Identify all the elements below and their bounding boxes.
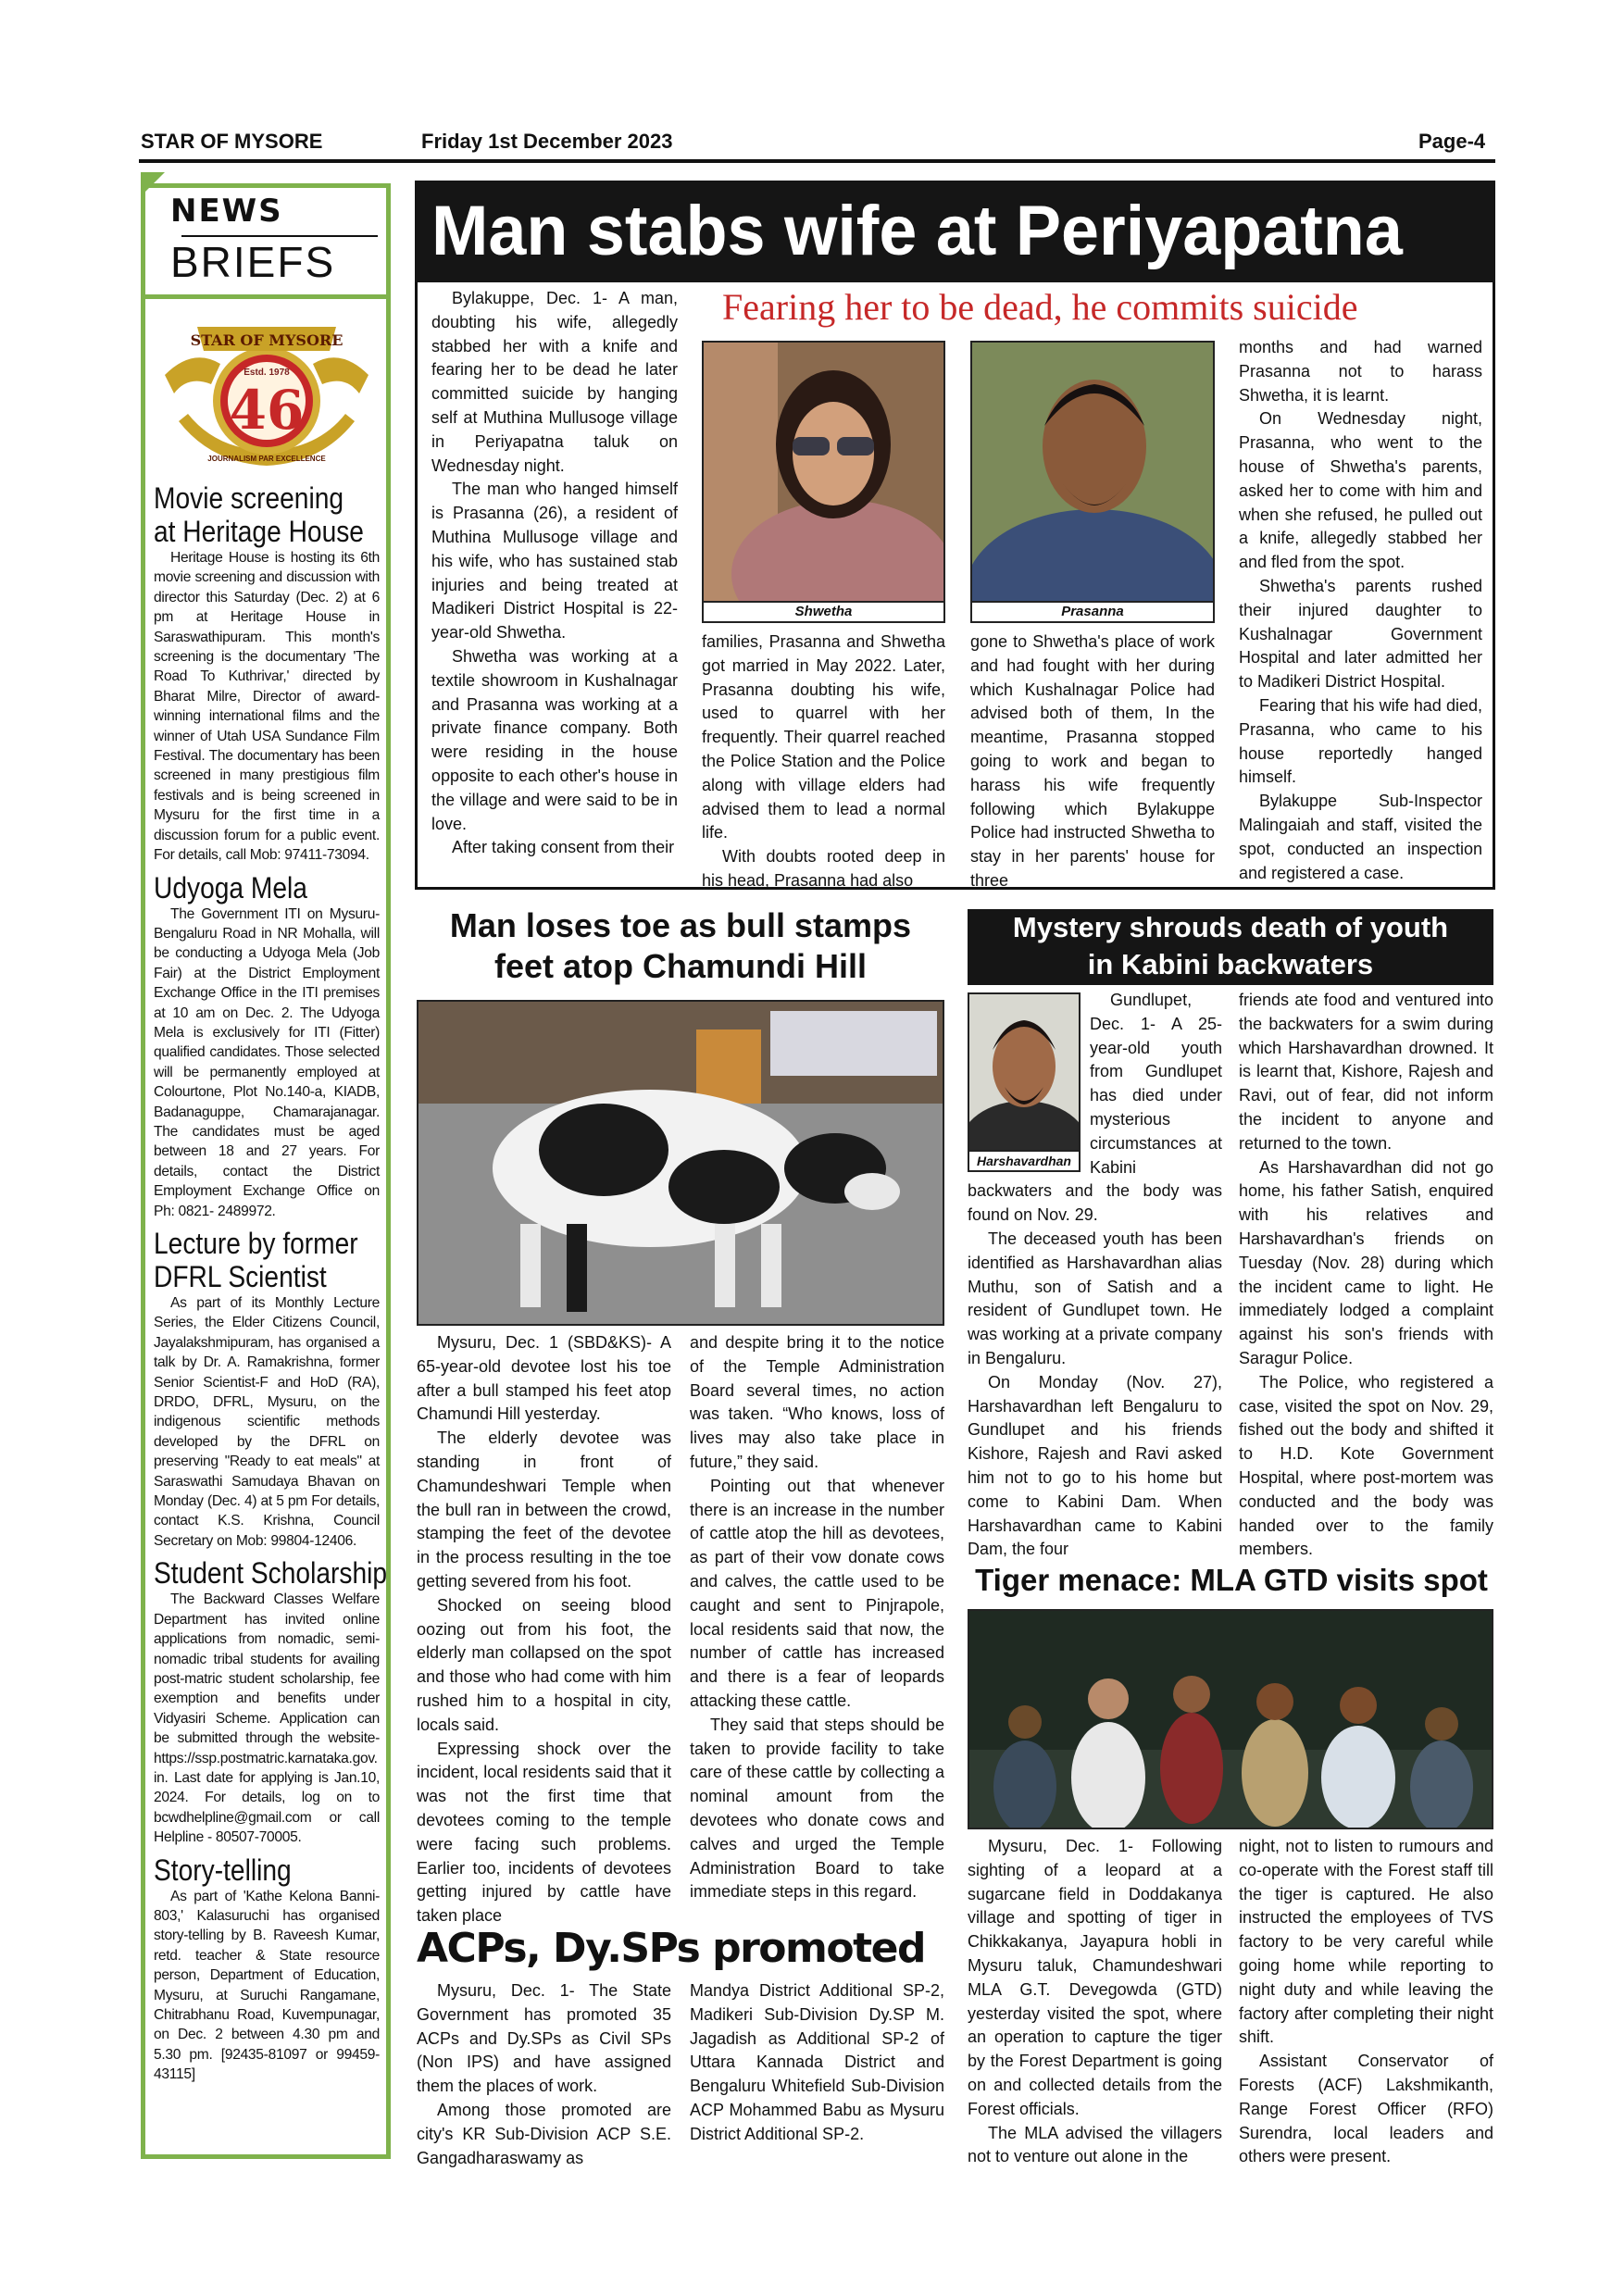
shwetha-photo	[702, 341, 945, 623]
news-briefs-title-bottom: BRIEFS	[170, 238, 336, 286]
main-story-subhead: Fearing her to be dead, he commits suicide	[722, 286, 1358, 328]
brief-item-movie	[154, 481, 380, 866]
brief-text: As part of its Monthly Lecture Series, the Elder Citizens Council, Jayalakshmipuram, has organised a talk by Dr. A. Ramakrishna, former Senior Scientist-F and HoD (RA), DRDO, DFRL, Mysuru, on the indigenous scientific methods developed by the DFRL on preserving "Ready to eat meals" at Saraswathi Samudaya Bhavan on Monday (Dec. 4) at 5 pm For details, contact K.S. Krishna, Council Secretary on Mob: 99804-12406.	[154, 1295, 380, 1549]
bull-story-col-2: and despite bring it to the notice of the Temple Administration Board several times, no action was taken. “Who knows, loss of lives may also take place in future,” they said. Pointing out that whenever there is an increase in the number of cattle atop the hill as devotees, as part of their vow donate cows and calves, the cattle used to be caught and sent to Pinjrapole, local residents said that now, the number of cattle has increased and there is a fear of leopards attacking these cattle. They said that steps should be taken to provide facility to take care of these cattle by collecting a nominal amount from the devotees who donate cows and calves and urged the Temple Administration Board to take immediate steps in this regard.	[690, 1333, 944, 1902]
acp-story-col-1: Mysuru, Dec. 1- The State Government has promoted 35 ACPs and Dy.SPs as Civil SPs (Non IPS) and have assigned them the places of work. Among those promoted are city's KR Sub-Division ACP S.E. Gangadharaswamy as	[417, 1981, 671, 2167]
main-story-col-4: months and had warned Prasanna not to harass Shwetha, it is learnt. On Wednesday night, Prasanna, who went to the house of Shwetha's parents, asked her to come with him and when she refused, he pulled out a knife, allegedly stabbed her and fled from the spot. Shwetha's parents rushed their injured daughter to Kushalnagar Government Hospital and later admitted her to Madikeri District Hospital. Fearing that his wife had died, Prasanna, who came to his house reportedly hanged himself. Bylakuppe Sub-Inspector Malingaiah and staff, visited the spot, conducted an inspection and registered a case.	[1239, 338, 1482, 882]
tiger-story-headline: Tiger menace: MLA GTD visits spot	[975, 1563, 1488, 1597]
prasanna-caption: Prasanna	[972, 601, 1213, 621]
news-briefs-title-rule	[141, 294, 391, 299]
harshavardhan-photo	[968, 992, 1081, 1172]
masthead-rule	[139, 159, 1495, 163]
brief-text: The Government ITI on Mysuru-Bengaluru Road in NR Mohalla, will be conducting a Udyoga Mela (Job Fair) at the District Employment Exchange Office in the ITI premises at 10 am on Dec. 2. The Udyoga Mela is exclusively for ITI (Fitter) qualified candidates. Those selected will be permanently employed at Colourtone, Plot No.140-a, KIADB, Badanaguppe, Chamarajanagar. The candidates must be aged between 18 and 27 years. For details, contact the District Employment Exchange Office on Ph: 0821- 2489972.	[154, 905, 380, 1219]
harshavardhan-portrait-icon	[969, 994, 1079, 1154]
brief-heading: DFRL Scientist	[154, 1260, 327, 1293]
kabini-story-col-2: friends ate food and ventured into the backwaters for a swim during which Harshavardhan drowned. It is learnt that, Kishore, Rajesh and Ravi, out of fear, did not inform the incident to anyone and returned to the town. As Harshavardhan did not go home, his father Satish, enquired with his relatives and Harshavardhan's friends on Tuesday (Nov. 28) during which the incident came to light. He immediately lodged a complaint against his son's friends with Saragur Police. The Police, who registered a case, visited the spot on Nov. 29, fished out the body and shifted it to H.D. Kote Government Hospital, where post-mortem was conducted and the body was handed over to the family members.	[1239, 991, 1493, 1559]
tiger-story-col-2: night, not to listen to rumours and co-operate with the Forest staff till the tiger is captured. He also instructed the employees of TVS factory to be very careful while going home while reporting to night duty and while leaving the factory after completing their night shift. Assistant Conservator of Forests (ACF) Lakshmikanth, Range Forest Officer (RFO) Surendra, local leaders and others were present.	[1239, 1837, 1493, 2166]
logo-bottom-ribbon-text: JOURNALISM PAR EXCELLENCE	[207, 455, 326, 463]
shwetha-portrait-icon	[704, 343, 945, 605]
brief-item-storytelling	[154, 1853, 380, 2085]
main-story-col-3: gone to Shwetha's place of work and had fought with her during which Kushalnagar Police had advised both of them, In the meantime, Prasanna stopped going to work and began to harass his wife frequently following which Bylakuppe Police had instructed Shwetha to stay in her parents' house for three	[970, 632, 1215, 890]
tiger-story-col-1: Mysuru, Dec. 1- Following sighting of a leopard at a sugarcane field in Doddakanya village and spotting of tiger in Chikkakanya, Jayapura hobli in Mysuru taluk, Chamundeshwari MLA G.T. Devegowda (GTD) yesterday visited the spot, where an operation to capture the tiger by the Forest Department is going on and collected details from the Forest officials. The MLA advised the villagers not to venture out alone in the	[968, 1837, 1222, 2166]
brief-heading: Udyoga Mela	[154, 870, 307, 905]
news-briefs-list	[154, 481, 388, 2085]
brief-item-udyoga	[154, 871, 380, 1222]
news-briefs-corner-tab	[141, 172, 165, 196]
brief-heading: Movie screening	[154, 481, 344, 515]
bull-story-col-1: Mysuru, Dec. 1 (SBD&KS)- A 65-year-old devotee lost his toe after a bull stamped his feet atop Chamundi Hill yesterday. The elderly devotee was standing in front of Chamundeshwari Temple when the bull ran in between the crowd, stamping the feet of the devotee in the process resulting in the toe getting severed from his foot. Shocked on seeing blood oozing out from his foot, the elderly man collapsed on the spot and those who had come with him rushed him to a hospital in city, locals said. Expressing shock over the incident, local residents said that it was not the first time that devotees coming to the temple were facing such problems. Earlier too, incidents of devotees getting injured by cattle have taken place	[417, 1333, 671, 1926]
brief-heading: at Heritage House	[154, 515, 364, 548]
news-briefs-title-top: NEWS	[170, 193, 283, 230]
brief-text: The Backward Classes Welfare Department has invited online applications from nomadic, semi-nomadic tribal students for availing post-matric student scholarship, fee exemption and benefits under Vidyasiri Scheme. Application can be submitted through the website-https://ssp.postmatric.karnataka.gov.in. Last date for applying is Jan.10, 2024. For details, log on to bcwdhelpline@gmail.com or call Helpline - 80507-70005.	[154, 1591, 380, 1846]
brief-heading: Lecture by former	[154, 1227, 358, 1260]
harshavardhan-caption: Harshavardhan	[969, 1150, 1079, 1170]
kabini-story-headline: Mystery shrouds death of youth in Kabini backwaters	[968, 909, 1493, 985]
logo-estd-text: Estd. 1978	[244, 368, 290, 378]
tiger-story-photo	[968, 1609, 1493, 1829]
bull-photo	[417, 1000, 944, 1326]
acp-story-col-2: Mandya District Additional SP-2, Madikeri Sub-Division Dy.SP M. Jagadish as Additional SP-2 of Uttara Kannada District and Bengaluru Whitefield Sub-Division ACP Mohammed Babu as Mysuru District Additional SP-2.	[690, 1981, 944, 2143]
brief-item-scholarship	[154, 1556, 388, 1847]
acp-story-headline: ACPs, Dy.SPs promoted	[417, 1925, 925, 1972]
main-story-headline: Man stabs wife at Periyapatna	[431, 192, 1403, 270]
masthead-date: Friday 1st December 2023	[421, 130, 673, 153]
anniversary-logo	[156, 310, 378, 477]
bull-story-headline: Man loses toe as bull stamps feet atop Chamundi Hill	[449, 906, 912, 985]
masthead-page-number: Page-4	[1418, 130, 1486, 153]
prasanna-portrait-icon	[972, 343, 1215, 605]
brief-text: As part of 'Kathe Kelona Banni-803,' Kalasuruchi has organised story-telling by B. Raveesh Kumar, retd. teacher & State resource person, Department of Education, Mysuru, at Suruchi Rangamane, Chitrabhanu Road, Kuvempunagar, on Dec. 2 between 4.30 pm and 5.30 pm. [92435-81097 or 99459-43115]	[154, 1888, 380, 2083]
main-story-col-1: Bylakuppe, Dec. 1- A man, doubting his wife, allegedly stabbed her with a knife and fearing her to be dead he later committed suicide by hanging self at Muthina Mullusoge village in Periyapatna taluk on Wednesday night. The man who hanged himself is Prasanna (26), a resident of Muthina Mullusoge village and his wife, who has sustained stab injuries and being treated at Madikeri District Hospital is 22-year-old Shwetha. Shwetha was working at a textile showroom in Kushalnagar and Prasanna was working at a private finance company. Both were residing in the house opposite to each other's house in the village and were said to be in love. After taking consent from their	[431, 289, 678, 857]
bull-image-icon	[418, 1002, 943, 1324]
main-story-col-2: families, Prasanna and Shwetha got married in May 2022. Later, Prasanna doubting his wife, used to quarrel with her frequently. Their quarrel reached the Police Station and the Police along with village elders had advised them to lead a normal life. With doubts rooted deep in his head, Prasanna had also	[702, 632, 945, 890]
brief-text: Heritage House is hosting its 6th movie screening and discussion with director this Saturday (Dec. 2) at 6 pm at Heritage House in Saraswathipuram. This month's screening is the documentary 'The Road To Kuthrivar,' directed by Bharat Milre, Director of award-winning international films and the winner of Utah USA Sundance Film Festival. The documentary has been screened in many prestigious film festivals and is being screened in Mysuru for the first time in a discussion forum for a public event. For details, call Mob: 97411-73094.	[154, 550, 380, 864]
brief-heading: Story-telling	[154, 1853, 292, 1887]
logo-number: 46	[229, 379, 305, 442]
shwetha-caption: Shwetha	[704, 601, 943, 621]
logo-ribbon-top-text: STAR OF MYSORE	[190, 331, 344, 349]
masthead-paper-name: STAR OF MYSORE	[141, 130, 323, 153]
kabini-story-col-1-lead: Harshavardhan Gundlupet, Dec. 1- A 25-year-old youth from Gundlupet has died under mysterious circumstances at Kabini backwaters and the body was found on Nov. 29. The deceased youth has been identified as Harshavardhan alias Muthu, son of Satish and a resident of Gundlupet town. He was working at a private company in Bengaluru. On Monday (Nov. 27), Harshavardhan left Bengaluru to Gundlupet and his friends Kishore, Rajesh and Ravi asked him not to go to his home but come to Kabini Dam. When Harshavardhan came to Kabini Dam, the four	[968, 989, 1222, 1562]
prasanna-photo	[970, 341, 1215, 623]
crowd-night-image-icon	[969, 1611, 1492, 1828]
brief-heading: Student Scholarship	[154, 1556, 388, 1591]
brief-item-lecture	[154, 1227, 380, 1551]
